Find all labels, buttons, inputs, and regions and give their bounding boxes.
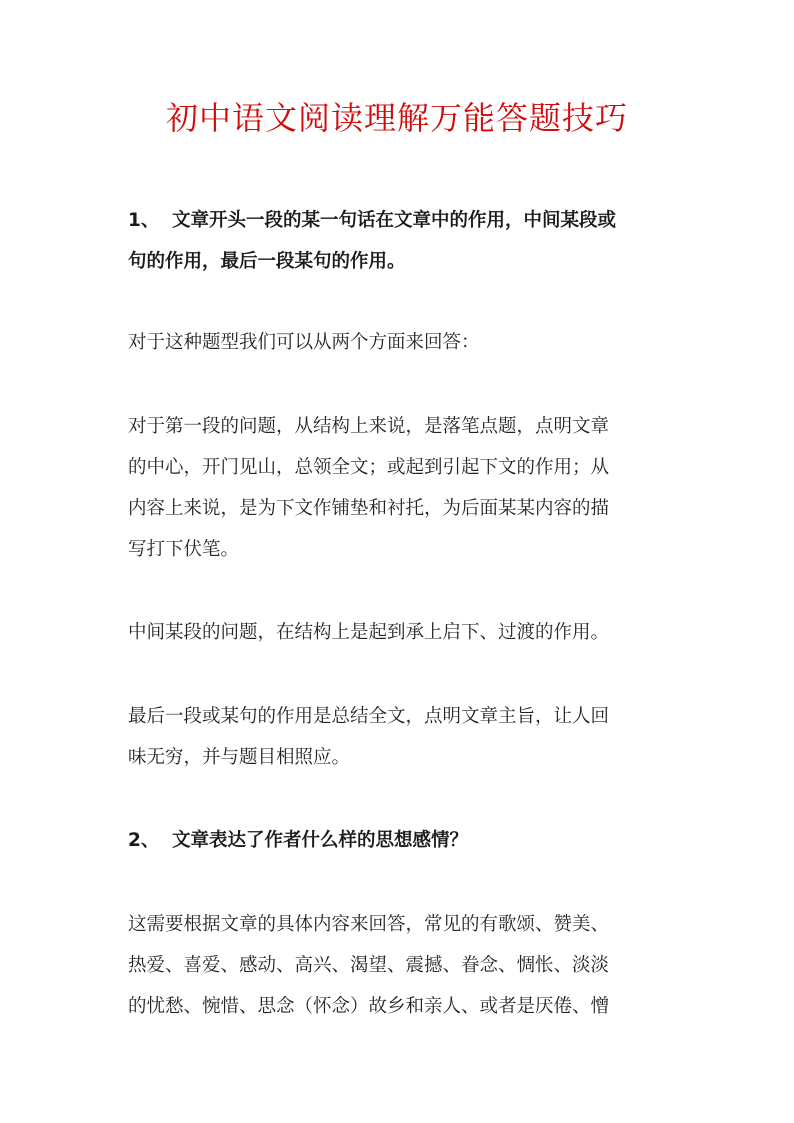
middle-paragraph-answer: [128, 612, 668, 653]
question-1-text-line-1: 文章开头一段的某一句话在文章中的作用，中间某段或: [172, 210, 617, 231]
paragraph-line: 对于第一段的问题，从结构上来说，是落笔点题，点明文章: [128, 416, 610, 437]
page-title: 初中语文阅读理解万能答题技巧: [165, 99, 628, 137]
intro-paragraph: [128, 322, 668, 363]
question-2-heading: [128, 820, 668, 861]
last-paragraph-answer: [128, 696, 668, 778]
question-1-text-line-2: 句的作用，最后一段某句的作用。: [128, 251, 406, 272]
intro-line: 对于这种题型我们可以从两个方面来回答：: [128, 332, 480, 353]
paragraph-line: 中间某段的问题，在结构上是起到承上启下、过渡的作用。: [128, 622, 610, 643]
question-2-line: [128, 820, 668, 861]
paragraph-line: 最后一段或某句的作用是总结全文，点明文章主旨，让人回: [128, 706, 610, 727]
question-2-number: 2、: [128, 830, 160, 851]
paragraph-line: 写打下伏笔。: [128, 539, 240, 560]
question-1-heading: [128, 200, 668, 282]
question-1-line-1: [128, 200, 668, 241]
paragraph-line: 的忧愁、惋惜、思念（怀念）故乡和亲人、或者是厌倦、憎: [128, 996, 610, 1017]
first-paragraph-answer: [128, 406, 668, 570]
question-2-text: 文章表达了作者什么样的思想感情？: [172, 830, 469, 851]
question-2-answer: [128, 904, 668, 1027]
paragraph-line: 这需要根据文章的具体内容来回答，常见的有歌颂、赞美、: [128, 914, 610, 935]
question-1-number: 1、: [128, 210, 160, 231]
paragraph-line: 内容上来说，是为下文作铺垫和衬托，为后面某某内容的描: [128, 498, 610, 519]
paragraph-line: 味无穷，并与题目相照应。: [128, 747, 351, 768]
paragraph-line: 热爱、喜爱、感动、高兴、渴望、震撼、眷念、惆怅、淡淡: [128, 955, 610, 976]
paragraph-line: 的中心，开门见山，总领全文；或起到引起下文的作用；从: [128, 457, 610, 478]
